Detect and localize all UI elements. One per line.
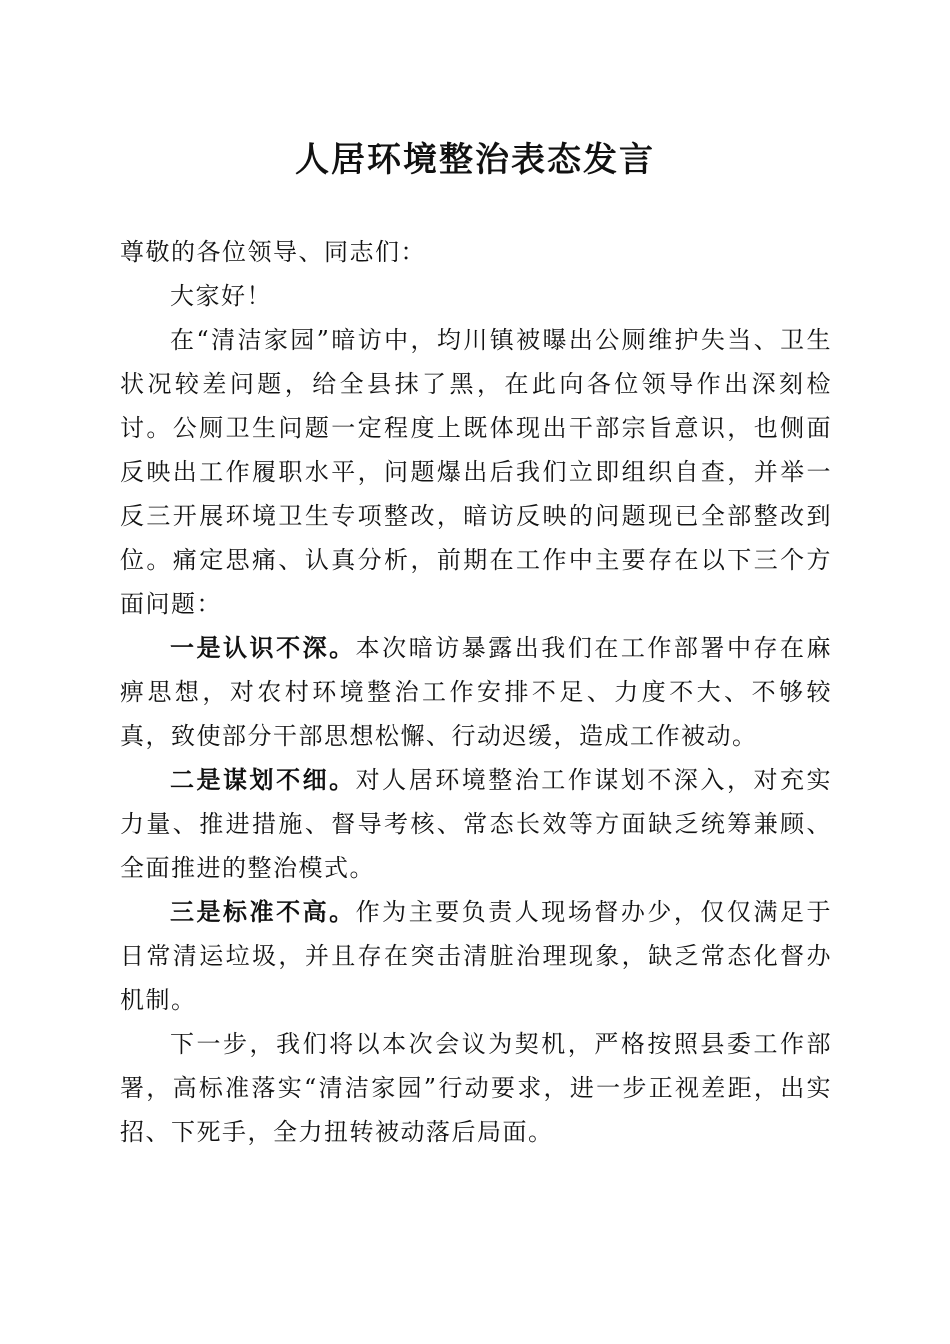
point-text-2: 对人居环境整治工作谋划不深入，对充实力量、推进措施、督导考核、常态长效等方面缺乏统筹兼顾、全面推进的整治模式。 bbox=[120, 766, 833, 882]
point-lead-1: 一是认识不深。 bbox=[170, 633, 356, 662]
point-paragraph-1 bbox=[120, 626, 832, 758]
point-paragraph-3 bbox=[120, 890, 832, 1022]
point-text-1: 本次暗访暴露出我们在工作部署中存在麻痹思想，对农村环境整治工作安排不足、力度不大、不够较真，致使部分干部思想松懈、行动迟缓，造成工作被动。 bbox=[120, 634, 833, 750]
closing-paragraph: 下一步，我们将以本次会议为契机，严格按照县委工作部署，高标准落实“清洁家园”行动要求，进一步正视差距，出实招、下死手，全力扭转被动落后局面。 bbox=[120, 1030, 832, 1146]
point-paragraph-2 bbox=[120, 758, 832, 890]
point-lead-2: 二是谋划不细。 bbox=[170, 765, 356, 794]
document-body bbox=[120, 230, 832, 1154]
point-lead-3: 三是标准不高。 bbox=[170, 897, 356, 926]
document-title: 人居环境整治表态发言 bbox=[295, 140, 655, 180]
salutation: 尊敬的各位领导、同志们： bbox=[120, 238, 426, 266]
intro-paragraph: 在“清洁家园”暗访中，均川镇被曝出公厕维护失当、卫生状况较差问题，给全县抹了黑，在此向各位领导作出深刻检讨。公厕卫生问题一定程度上既体现出干部宗旨意识，也侧面反映出工作履职水平，问题爆出后我们立即组织自查，并举一反三开展环境卫生专项整改，暗访反映的问题现已全部整改到位。痛定思痛、认真分析，前期在工作中主要存在以下三个方面问题： bbox=[120, 326, 832, 618]
point-text-3: 作为主要负责人现场督办少，仅仅满足于日常清运垃圾，并且存在突击清脏治理现象，缺乏常态化督办机制。 bbox=[120, 898, 833, 1014]
greeting: 大家好！ bbox=[170, 282, 272, 310]
